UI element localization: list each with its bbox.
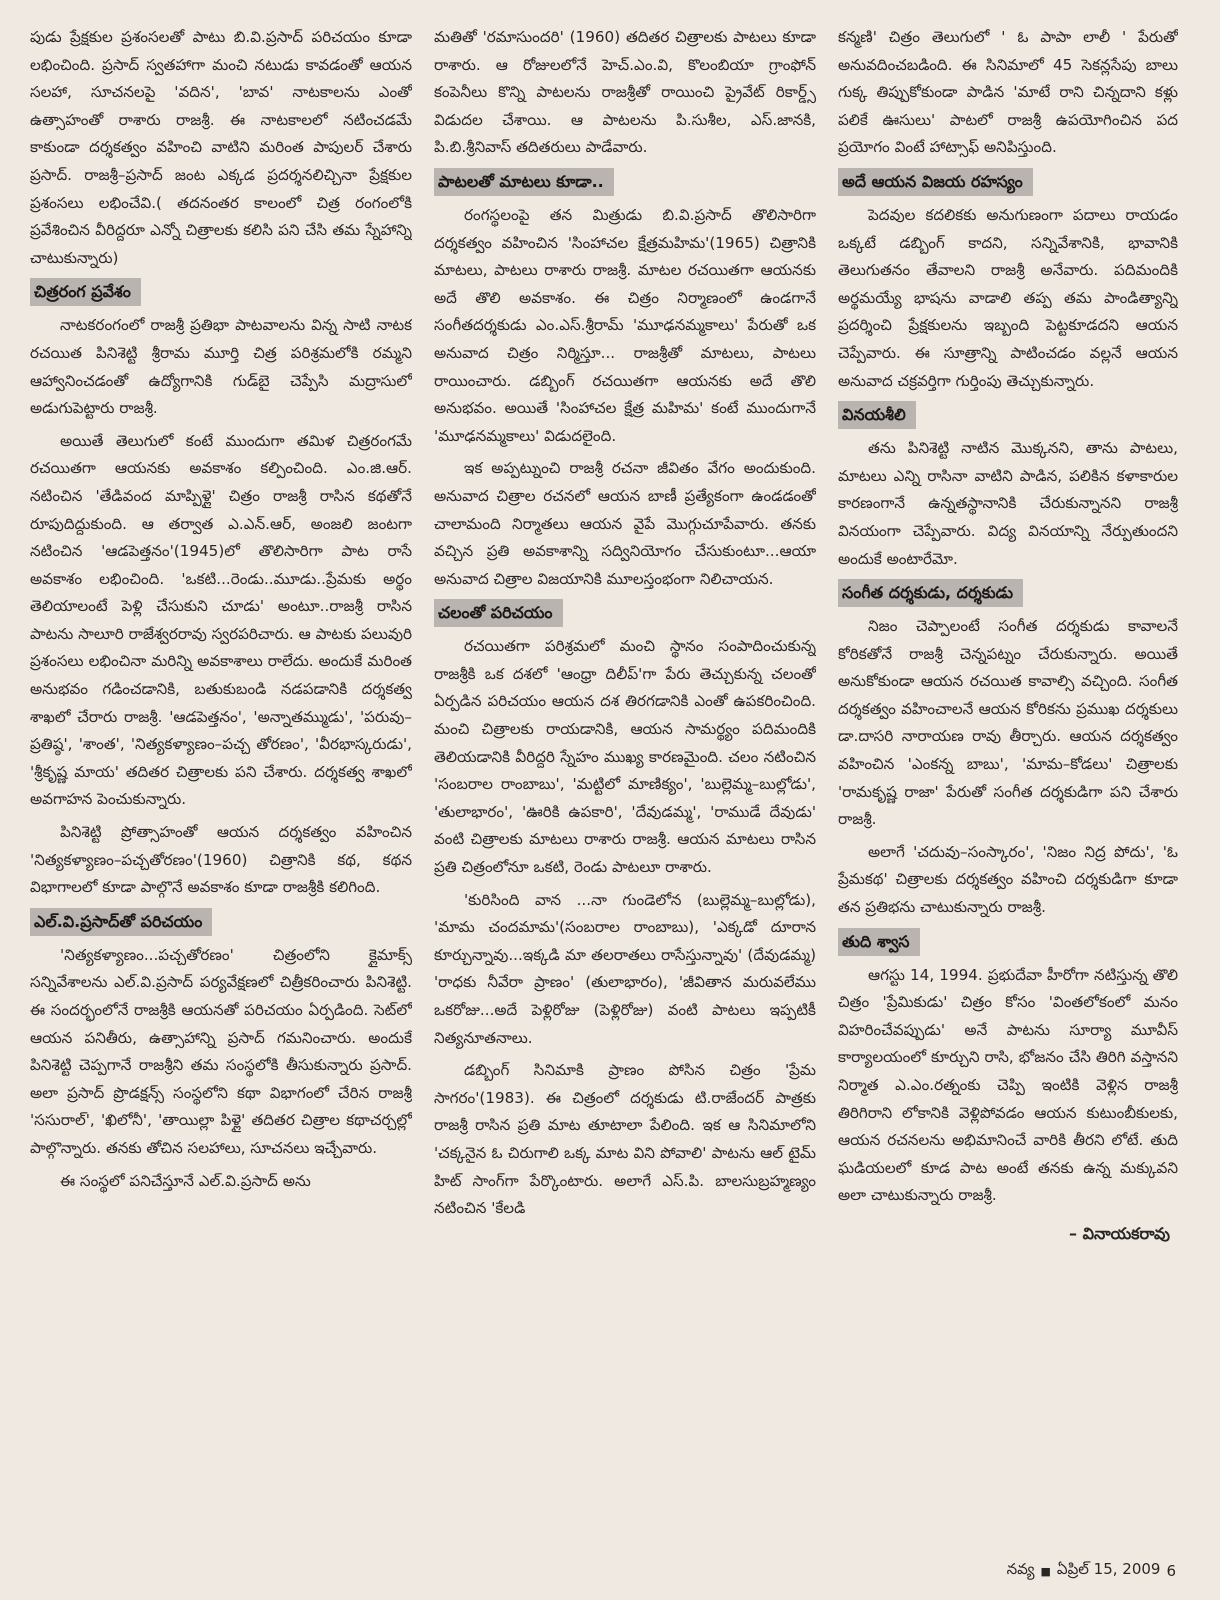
paragraph: 'కురిసింది వాన ...నా గుండెలోన (బుల్లెమ్మ–బుల్లోడు), 'మామ చందమామ'(సంబరాల రాంబాబు), 'ఎక్కడో దూరాన కూర్చున్నావు...ఇక్కడి మా తలరాతలు రాసేస్తున్నావు' (దేవుడమ్మ) 'రాధకు నీవేరా ప్రాణం' (తులాభారం), 'జీవితాన మరువలేము ఒకరోజు...అదే పెళ్లిరోజు (పెళ్లిరోజు) వంటి పాటలు ఇప్పటికీ నిత్యనూతనాలు. [434, 890, 816, 1047]
section-heading [838, 168, 1178, 196]
article-columns [30, 24, 1178, 1536]
section-heading-text: సంగీత దర్శకుడు, దర్శకుడు [838, 579, 1023, 607]
footer-separator: ■ [1040, 1564, 1051, 1578]
paragraph: నాటకరంగంలో రాజశ్రీ ప్రతిభా పాటవాలను విన్న సాటి నాటక రచయిత పినిశెట్టి శ్రీరామ మూర్తి చిత్ర పరిశ్రమలోకి రమ్మని ఆహ్వానించడంతో ఉద్యోగానికి గుడ్‌బై చెప్పేసి మద్రాసులో అడుగుపెట్టారు రాజశ్రీ. [30, 316, 412, 418]
paragraph: 'నిత్యకళ్యాణం...పచ్చతోరణం' చిత్రంలోని క్లైమాక్స్ సన్నివేశాలను ఎల్.వి.ప్రసాద్ పర్యవేక్షణలో చిత్రీకరించారు పినిశెట్టి. ఈ సందర్భంలోనే రాజశ్రీకి ఆయనతో పరిచయం ఏర్పడింది. సెట్‌లో ఆయన పనితీరు, ఉత్సాహాన్ని ప్రసాద్ గమనించారు. అందుకే పినిశెట్టి చెప్పగానే రాజశ్రీని తమ సంస్థలోకి తీసుకున్నారు ప్రసాద్. అలా ప్రసాద్ ప్రొడక్షన్స్ సంస్థలోని కథా విభాగంలో చేరిన రాజశ్రీ 'ససురాల్', 'ఖిలోనీ', 'తాయిల్లా పిళ్లై' తదితర చిత్రాల కథాచర్చల్లో పాల్గొన్నారు. తనకు తోచిన సలహాలు, సూచనలు ఇచ్చేవారు. [30, 945, 412, 1157]
paragraph: పెదవుల కదలికకు అనుగుణంగా పదాలు రాయడం ఒక్కటే డబ్బింగ్ కాదని, సన్నివేశానికి, భావానికి తెలుగుతనం తేవాలని రాజశ్రీ అనేవారు. పదిమందికి అర్థమయ్యే భాషను వాడాలి తప్ప తమ పాండిత్యాన్ని ప్రదర్శించి ప్రేక్షకులను ఇబ్బంది పెట్టకూడదని ఆయన చెప్పేవారు. ఈ సూత్రాన్ని పాటించడం వల్లనే ఆయన అనువాద చక్రవర్తిగా గుర్తింపు తెచ్చుకున్నారు. [838, 205, 1178, 390]
section-heading-text: చలంతో పరిచయం [434, 599, 563, 627]
section-heading [30, 908, 412, 936]
author-signature: – వినాయకరావు [1069, 1223, 1170, 1243]
section-heading [838, 401, 1178, 429]
section-heading [838, 579, 1178, 607]
section-heading-text: వినయశీలి [838, 401, 916, 429]
paragraph: పుడు ప్రేక్షకుల ప్రశంసలతో పాటు బి.వి.ప్రసాద్ పరిచయం కూడా లభించింది. ప్రసాద్ స్వతహాగా మంచి నటుడు కావడంతో ఆయన సలహా, సూచనలపై 'వదిన', 'బావ' నాటకాలను ఎంతో ఉత్సాహంతో రాశారు రాజశ్రీ. ఈ నాటకాలలో నటించడమే కాకుండా దర్శకత్వం వహించి వాటిని మరింత పాపులర్ చేశారు ప్రసాద్. రాజశ్రీ–ప్రసాద్ జంట ఎక్కడ ప్రదర్శనలిచ్చినా ప్రేక్షకుల ప్రశంసలు లభించేవి.( తదనంతర కాలంలో చిత్ర రంగంలోకి ప్రవేశించిన వీరిద్దరూ ఎన్నో చిత్రాలకు కలిసి పని చేసి తమ స్నేహాన్ని చాటుకున్నారు) [30, 28, 412, 267]
section-heading [838, 928, 1178, 956]
section-heading [30, 278, 412, 306]
paragraph: పినిశెట్టి ప్రోత్సాహంతో ఆయన దర్శకత్వం వహించిన 'నిత్యకళ్యాణం–పచ్చతోరణం'(1960) చిత్రానికి కథ, కథన విభాగాలలో కూడా పాల్గొనే అవకాశం కూడా రాజశ్రీకి కలిగింది. [30, 823, 412, 897]
section-heading-text: పాటలతో మాటలు కూడా.. [434, 168, 614, 196]
column-3 [838, 24, 1178, 1536]
paragraph: మతితో 'రమాసుందరి' (1960) తదితర చిత్రాలకు పాటలు కూడా రాశారు. ఆ రోజులలోనే హెచ్.ఎం.వి, కొలంబియా గ్రాంఫోన్ కంపెనీలు కొన్ని పాటలను రాజశ్రీతో రాయించి ప్రైవేట్ రికార్డ్స్ విడుదల చేశాయి. ఆ పాటలను పి.సుశీల, ఎస్.జానకి, పి.బి.శ్రీనివాస్ తదితరులు పాడేవారు. [434, 28, 816, 157]
section-heading [434, 599, 816, 627]
paragraph: రంగస్థలంపై తన మిత్రుడు బి.వి.ప్రసాద్ తొలిసారిగా దర్శకత్వం వహించిన 'సింహాచల క్షేత్రమహిమ'(1965) చిత్రానికి మాటలు, పాటలు రాశారు రాజశ్రీ. మాటల రచయితగా ఆయనకు అదే తొలి అవకాశం. ఈ చిత్రం నిర్మాణంలో ఉండగానే సంగీతదర్శకుడు ఎం.ఎస్.శ్రీరామ్ 'మూఢనమ్మకాలు' పేరుతో ఒక అనువాద చిత్రం నిర్మిస్తూ... రాజశ్రీతో మాటలు, పాటలు రాయించారు. డబ్బింగ్ రచయితగా ఆయనకు అదే తొలి అనుభవం. అయితే 'సింహాచల క్షేత్ర మహిమ' కంటే ముందుగానే 'మూఢనమ్మకాలు' విడుదలైంది. [434, 205, 816, 445]
paragraph: అయితే తెలుగులో కంటే ముందుగా తమిళ చిత్రరంగమే రచయితగా ఆయనకు అవకాశం కల్పించింది. ఎం.జి.ఆర్. నటించిన 'తేడివంద మాప్పిళ్లై' చిత్రం రాజశ్రీ రాసిన కథతోనే రూపుదిద్దుకుంది. ఆ తర్వాత ఎ.ఎన్.ఆర్, అంజలి జంటగా నటించిన 'ఆడపెత్తనం'(1945)లో తొలిసారిగా పాట రాసే అవకాశం లభించింది. 'ఒకటి...రెండు..మూడు..ప్రేమకు అర్థం తెలియాలంటే పెళ్లి చేసుకుని చూడు' అంటూ..రాజశ్రీ రాసిన పాటను సాలూరి రాజేశ్వరరావు స్వరపరిచారు. ఆ పాటకు పలువురి ప్రశంసలు లభించినా మరిన్ని అవకాశాలు రాలేదు. అందుకే మరింత అనుభవం గడించడానికి, బతుకుబండి నడపడానికి దర్శకత్వ శాఖలో చేరారు రాజశ్రీ. 'ఆడపెత్తనం', 'అన్నాతమ్ముడు', 'పరువు–ప్రతిష్ఠ', 'శాంత', 'నిత్యకళ్యాణం–పచ్చ తోరణం', 'వీరభాస్కరుడు', 'శ్రీకృష్ణ మాయ' తదితర చిత్రాలకు పని చేశారు. దర్శకత్వ శాఖలో అవగాహన పెంచుకున్నారు. [30, 431, 412, 809]
page-footer [1007, 1560, 1176, 1582]
paragraph: ఇక అప్పట్నుంచి రాజశ్రీ రచనా జీవితం వేగం అందుకుంది. అనువాద చిత్రాల రచనలో ఆయన బాణీ ప్రత్యేకంగా ఉండడంతో చాలామంది నిర్మాతలు ఆయన వైపే మొగ్గుచూపేవారు. తనకు వచ్చిన ప్రతి అవకాశాన్ని సద్వినియోగం చేసుకుంటూ...ఆయా అనువాద చిత్రాల విజయానికి మూలస్తంభంగా నిలిచాయన. [434, 459, 816, 588]
paragraph: ఈ సంస్థలో పనిచేస్తూనే ఎల్.వి.ప్రసాద్ అను [60, 1171, 311, 1190]
paragraph: అలాగే 'చదువు–సంస్కారం', 'నిజం నిద్ర పోదు', 'ఓ ప్రేమకథ' చిత్రాలకు దర్శకత్వం వహించి దర్శకుడిగా కూడా తన ప్రతిభను చాటుకున్నారు రాజశ్రీ. [838, 842, 1178, 917]
section-heading [434, 168, 816, 196]
issue-date: ఏప్రిల్ 15, 2009 [1056, 1560, 1161, 1578]
section-heading-text: చిత్రరంగ ప్రవేశం [30, 278, 141, 306]
column-1 [30, 24, 412, 1536]
section-heading-text: తుది శ్వాస [838, 928, 920, 956]
section-heading-text: అదే ఆయన విజయ రహస్యం [838, 168, 1033, 196]
paragraph: నిజం చెప్పాలంటే సంగీత దర్శకుడు కావాలనే కోరికతోనే రాజశ్రీ చెన్నపట్నం చేరుకున్నారు. అయితే అనుకోకుండా ఆయన రచయిత కావాల్సి వచ్చింది. సంగీత దర్శకత్వం వహించాలనే ఆయన కోరికను ప్రముఖ దర్శకులు డా.దాసరి నారాయణ రావు తీర్చారు. ఆయన దర్శకత్వం వహించిన 'ఎంకన్న బాబు', 'మామ–కోడలు' చిత్రాలకు 'రామకృష్ణ రాజా' పేరుతో సంగీత దర్శకుడిగా పని చేశారు రాజశ్రీ. [838, 617, 1178, 829]
publication-name: నవ్య [1006, 1560, 1035, 1578]
paragraph: కన్మణి' చిత్రం తెలుగులో ' ఓ పాపా లాలీ ' పేరుతో అనువదించబడింది. ఈ సినిమాలో 45 సెకన్లసేపు బాలు గుక్క తిప్పుకోకుండా పాడిన 'మాటే రాని చిన్నదాని కళ్లు పలికే ఊసులు' పాటలో రాజశ్రీ ఉపయోగించిన పద ప్రయోగం వింటే హాట్సాఫ్ అనిపిస్తుంది. [838, 28, 1178, 157]
section-heading-text: ఎల్.వి.ప్రసాద్‌తో పరిచయం [30, 908, 212, 936]
page-number: 6 [1166, 1562, 1176, 1580]
paragraph: తను పినిశెట్టి నాటిన మొక్కనని, తాను పాటలు, మాటలు ఎన్ని రాసినా వాటిని పాడిన, పలికిన కళాకారుల కారణంగానే ఉన్నతస్థానానికి చేరుకున్నానని రాజశ్రీ వినయంగా చెప్పేవారు. విద్య వినయాన్ని నేర్పుతుందని అందుకే అంటారేమో. [838, 439, 1178, 568]
paragraph: డబ్బింగ్ సినిమాకి ప్రాణం పోసిన చిత్రం 'ప్రేమ సాగరం'(1983). ఈ చిత్రంలో దర్శకుడు టి.రాజేందర్ పాత్రకు రాజశ్రీ రాసిన ప్రతి మాట తూటాలా పేలింది. ఇక ఆ సినిమాలోని 'చక్కనైన ఓ చిరుగాలి ఒక్క మాట విని పోవాలి' పాటను ఆల్ టైమ్ హిట్ సాంగ్‌గా పేర్కొంటారు. అలాగే ఎస్.పి. బాలసుబ్రహ్మణ్యం నటించిన 'కేలడి [434, 1061, 816, 1218]
column-2 [434, 24, 816, 1536]
paragraph: ఆగస్టు 14, 1994. ప్రభుదేవా హీరోగా నటిస్తున్న తొలి చిత్రం 'ప్రేమికుడు' చిత్రం కోసం 'వింతలోకంలో మనం విహరించేవప్పుడు' అనే పాటను సూర్యా మూవీస్ కార్యాలయంలో కూర్చుని రాసి, భోజనం చేసి తిరిగి వస్తానని నిర్మాత ఎ.ఎం.రత్నంకు చెప్పి ఇంటికి వెళ్లిన రాజశ్రీ తిరిగిరాని లోకానికి వెళ్లిపోవడం ఆయన కుటుంబీకులకు, ఆయన రచనలను అభిమానించే వారికి తీరని లోటే. తుది ఘడియలలో కూడ పాట అంటే తనకు ఉన్న మక్కువని అలా చాటుకున్నారు రాజశ్రీ. [838, 965, 1178, 1205]
paragraph: రచయితగా పరిశ్రమలో మంచి స్థానం సంపాదించుకున్న రాజశ్రీకి ఒక దశలో 'ఆంధ్రా దిలీప్'గా పేరు తెచ్చుకున్న చలంతో ఏర్పడిన పరిచయం ఆయన దశ తిరగడానికి ఎంతో ఉపకరించింది. మంచి చిత్రాలకు రాయడానికి, ఆయన సామర్థ్యం పదిమందికి తెలియడానికి వీరిద్దరి స్నేహం ముఖ్య కారణమైంది. చలం నటించిన 'సంబరాల రాంబాబు', 'మట్టిలో మాణిక్యం', 'బుల్లెమ్మ–బుల్లోడు', 'తులాభారం', 'ఊరికి ఉపకారి', 'దేవుడమ్మ', 'రాముడే దేవుడు' వంటి చిత్రాలకు మాటలు రాశారు రాజశ్రీ. ఆయన మాటలు రాసిన ప్రతి చిత్రంలోనూ ఒకటి, రెండు పాటలూ రాశారు. [434, 637, 816, 877]
